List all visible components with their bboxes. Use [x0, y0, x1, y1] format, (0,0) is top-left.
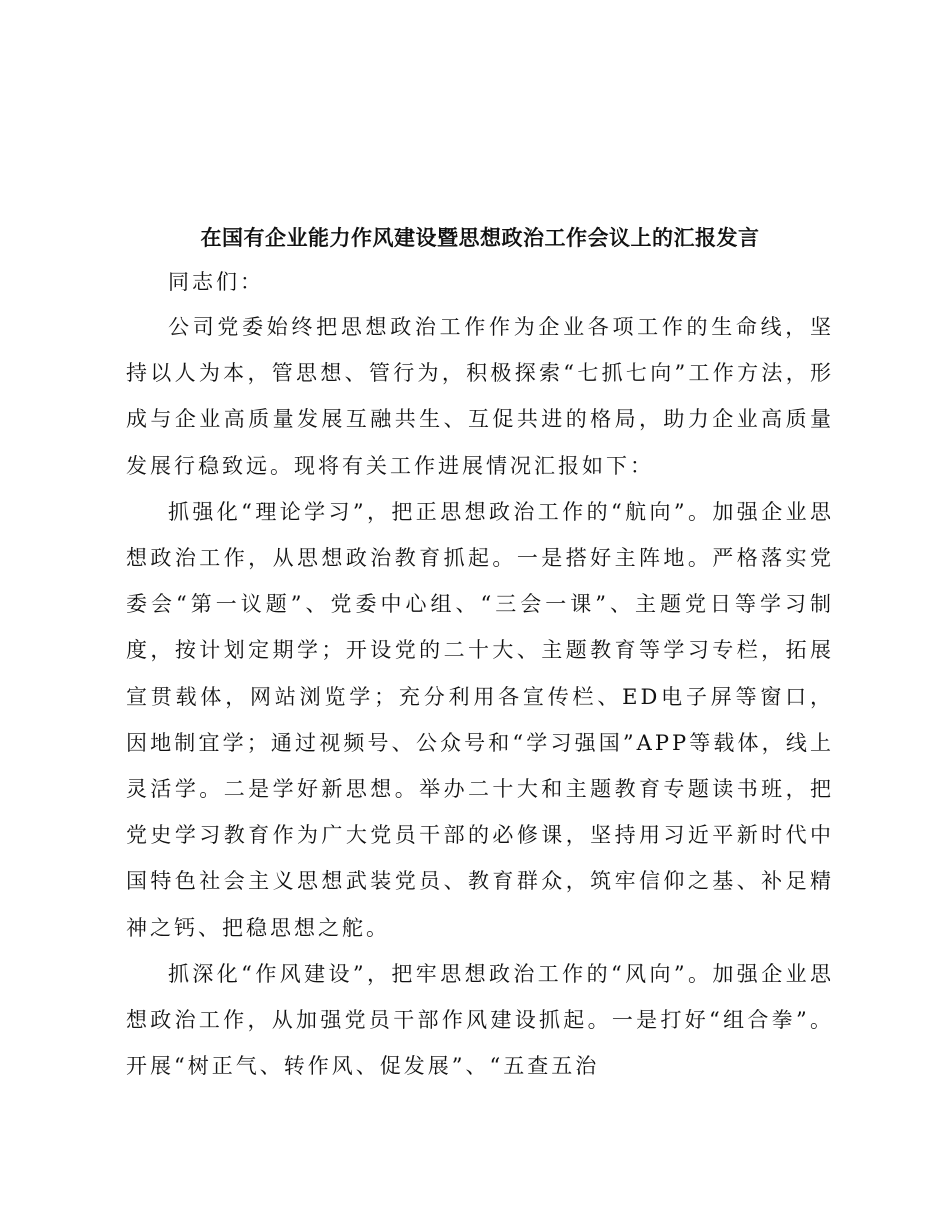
paragraph-intro: 公司党委始终把思想政治工作作为企业各项工作的生命线，坚持以人为本，管思想、管行为，积极探索“七抓七向”工作方法，形成与企业高质量发展互融共生、互促共进的格局，助力企业高质量发展行稳致远。现将有关工作进展情况汇报如下： [126, 315, 834, 478]
salutation: 同志们： [168, 270, 264, 294]
document-title: 在国有企业能力作风建设暨思想政治工作会议上的汇报发言 [200, 225, 760, 250]
paragraph-theory-study: 抓强化“理论学习”，把正思想政治工作的“航向”。加强企业思想政治工作，从思想政治教育抓起。一是搭好主阵地。严格落实党委会“第一议题”、党委中心组、“三会一课”、主题党日等学习制度，按计划定期学；开设党的二十大、主题教育等学习专栏，拓展宣贯载体，网站浏览学；充分利用各宣传栏、ED电子屏等窗口，因地制宜学；通过视频号、公众号和“学习强国”APP等载体，线上灵活学。二是学好新思想。举办二十大和主题教育专题读书班，把党史学习教育作为广大党员干部的必修课，坚持用习近平新时代中国特色社会主义思想武装党员、教育群众，筑牢信仰之基、补足精神之钙、把稳思想之舵。 [126, 499, 834, 940]
document-page [126, 216, 834, 1089]
paragraph-work-style: 抓深化“作风建设”，把牢思想政治工作的“风向”。加强企业思想政治工作，从加强党员干部作风建设抓起。一是打好“组合拳”。开展“树正气、转作风、促发展”、“五查五治 [126, 961, 834, 1079]
